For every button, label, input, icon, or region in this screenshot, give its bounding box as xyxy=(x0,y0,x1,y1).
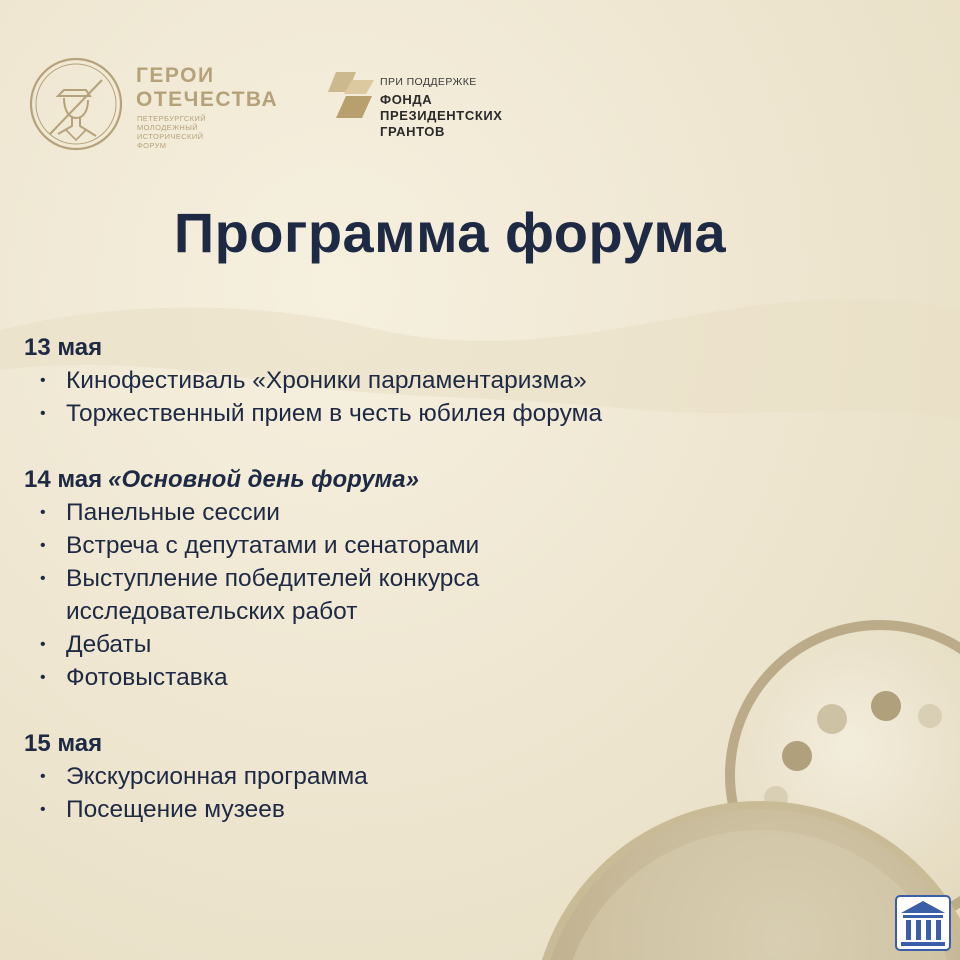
grants-caption: ПРИ ПОДДЕРЖКЕ xyxy=(380,76,477,88)
list-item: • Фотовыставка xyxy=(24,661,824,694)
list-item: • Экскурсионная программа xyxy=(24,760,824,793)
heroes-sub-line: ФОРУМ xyxy=(137,141,167,150)
list-item: • Посещение музеев xyxy=(24,793,824,826)
heroes-title-line2: ОТЕЧЕСТВА xyxy=(136,88,279,111)
page-title: Программа форума xyxy=(173,201,727,264)
list-item-continuation: исследовательских работ xyxy=(66,598,358,625)
list-item: • Кинофестиваль «Хроники парламентаризма» xyxy=(24,364,824,397)
list-item: • Дебаты xyxy=(24,628,824,661)
list-item: • Встреча с депутатами и сенаторами xyxy=(24,529,824,562)
soldier-emblem-icon xyxy=(28,56,124,152)
heroes-sub-line: ПЕТЕРБУРГСКИЙ xyxy=(137,114,206,123)
list-item: • Выступление победителей конкурса xyxy=(24,562,824,595)
heroes-sub-line: ИСТОРИЧЕСКИЙ xyxy=(137,132,204,141)
heroes-sub-line: МОЛОДЕЖНЫЙ xyxy=(137,123,199,132)
day-heading xyxy=(24,728,824,760)
grants-name-line: ПРЕЗИДЕНТСКИХ xyxy=(380,108,503,123)
day-heading xyxy=(24,464,824,496)
presidential-grants-icon xyxy=(322,70,374,120)
list-item: • Панельные сессии xyxy=(24,496,824,529)
day-block-14 xyxy=(24,464,824,694)
day-heading xyxy=(24,332,824,364)
day-block-15 xyxy=(24,728,824,826)
columns-building-icon xyxy=(895,895,951,951)
grants-logo xyxy=(322,68,542,148)
day-block-13 xyxy=(24,332,824,430)
program-list xyxy=(24,332,824,860)
day-items xyxy=(24,496,824,694)
heroes-logo-subtitle xyxy=(137,114,206,150)
heroes-logo-title xyxy=(136,64,278,112)
day-subtitle: «Основной день форума» xyxy=(108,466,419,493)
day-items xyxy=(24,364,824,430)
grants-name-line: ГРАНТОВ xyxy=(380,124,445,139)
list-item: • Торжественный прием в честь юбилея форума xyxy=(24,397,824,430)
day-date: 13 мая xyxy=(24,334,103,361)
grants-name xyxy=(380,92,503,140)
heroes-logo xyxy=(28,56,278,156)
day-date: 15 мая xyxy=(24,730,103,757)
day-date: 14 мая xyxy=(24,466,103,493)
grants-name-line: ФОНДА xyxy=(380,92,433,107)
day-items xyxy=(24,760,824,826)
heroes-title-line1: ГЕРОИ xyxy=(136,64,215,87)
